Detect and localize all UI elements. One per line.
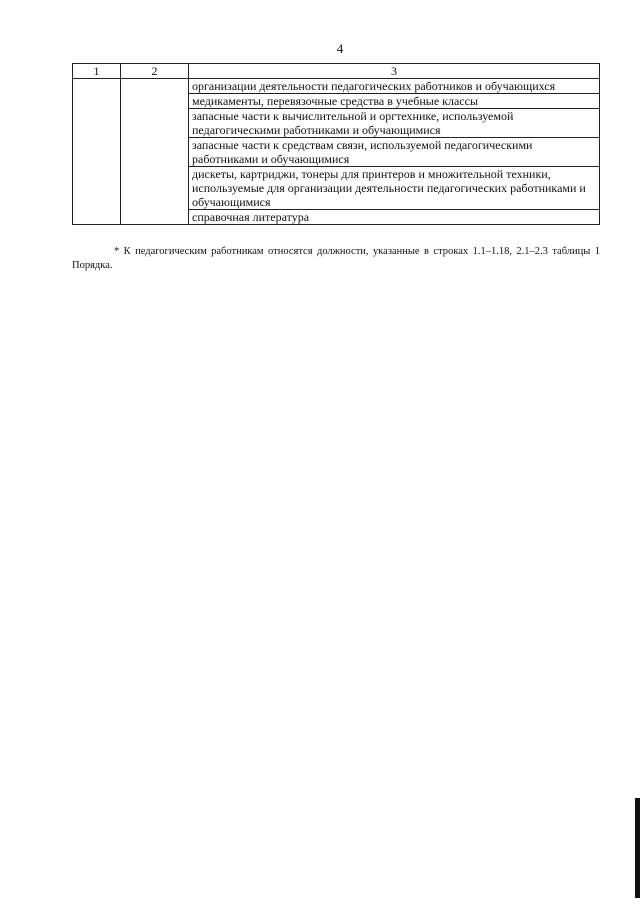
table-header-cell: 3 [189, 64, 600, 79]
table-cell-text: запасные части к вычислительной и оргтехнике, используемой педагогическими работниками и обучающимися [189, 109, 600, 138]
table-cell-text: справочная литература [189, 210, 600, 225]
table-cell-col1 [73, 79, 121, 225]
table-cell-col2 [121, 79, 189, 225]
scan-edge-mark [635, 798, 640, 898]
table-header-row [73, 64, 600, 79]
table-cell-text: запасные части к средствам связи, используемой педагогическими работниками и обучающимися [189, 138, 600, 167]
footnote: * К педагогическим работникам относятся должности, указанные в строках 1.1–1.18, 2.1–2.3 таблицы 1 Порядка. [72, 246, 600, 271]
table-cell-text: медикаменты, перевязочные средства в учебные классы [189, 94, 600, 109]
page-number: 4 [336, 41, 344, 56]
table-header-cell: 2 [121, 64, 189, 79]
table-cell-text: дискеты, картриджи, тонеры для принтеров и множительной техники, используемые для организации деятельности педагогических работниками и обучающимися [189, 167, 600, 210]
document-table [72, 63, 600, 225]
table-row [73, 79, 600, 94]
table-cell-text: организации деятельности педагогических работников и обучающихся [189, 79, 600, 94]
table-header-cell: 1 [73, 64, 121, 79]
